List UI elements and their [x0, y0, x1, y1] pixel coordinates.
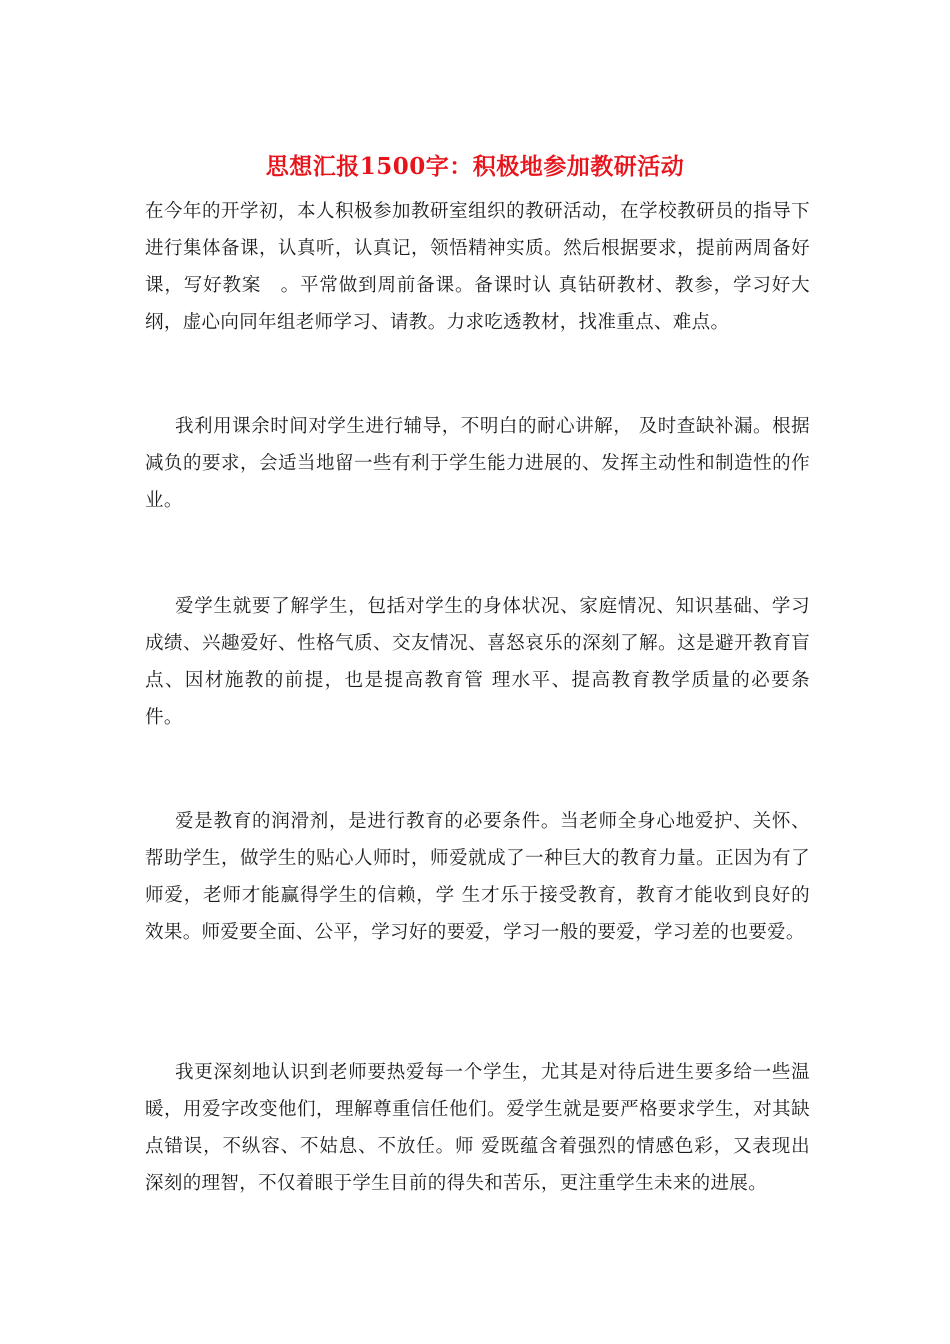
- paragraph-3: 爱学生就要了解学生，包括对学生的身体状况、家庭情况、知识基础、学习成绩、兴趣爱好、性格气质、交友情况、喜怒哀乐的深刻了解。这是避开教育盲点、因材施教的前提，也是提高教育管 理水平、提高教育教学质量的必要条件。: [145, 596, 810, 728]
- document-title: 思想汇报1500字：积极地参加教研活动: [265, 153, 685, 180]
- paragraph-5: 我更深刻地认识到老师要热爱每一个学生，尤其是对待后进生要多给一些温暖，用爱字改变他们，理解尊重信任他们。爱学生就是要严格要求学生，对其缺点错误，不纵容、不姑息、不放任。师 爱既蕴含着强烈的情感色彩，又表现出深刻的理智，不仅着眼于学生目前的得失和苦乐，更注重学生未来的进展。: [145, 1062, 810, 1194]
- paragraph-2: 我利用课余时间对学生进行辅导，不明白的耐心讲解， 及时查缺补漏。根据减负的要求，会适当地留一些有利于学生能力进展的、发挥主动性和制造性的作业。: [145, 416, 810, 511]
- paragraph-4: 爱是教育的润滑剂，是进行教育的必要条件。当老师全身心地爱护、关怀、帮助学生，做学生的贴心人师时，师爱就成了一种巨大的教育力量。正因为有了师爱，老师才能赢得学生的信赖，学 生才乐于接受教育，教育才能收到良好的效果。师爱要全面、公平，学习好的要爱，学习一般的要爱，学习差的也要爱。: [145, 811, 810, 943]
- paragraph-1: 在今年的开学初，本人积极参加教研室组织的教研活动，在学校教研员的指导下进行集体备课，认真听，认真记，领悟精神实质。然后根据要求，提前两周备好课，写好教案 。平常做到周前备课。备课时认 真钻研教材、教参，学习好大纲，虚心向同年组老师学习、请教。力求吃透教材，找准重点、难点。: [145, 201, 810, 333]
